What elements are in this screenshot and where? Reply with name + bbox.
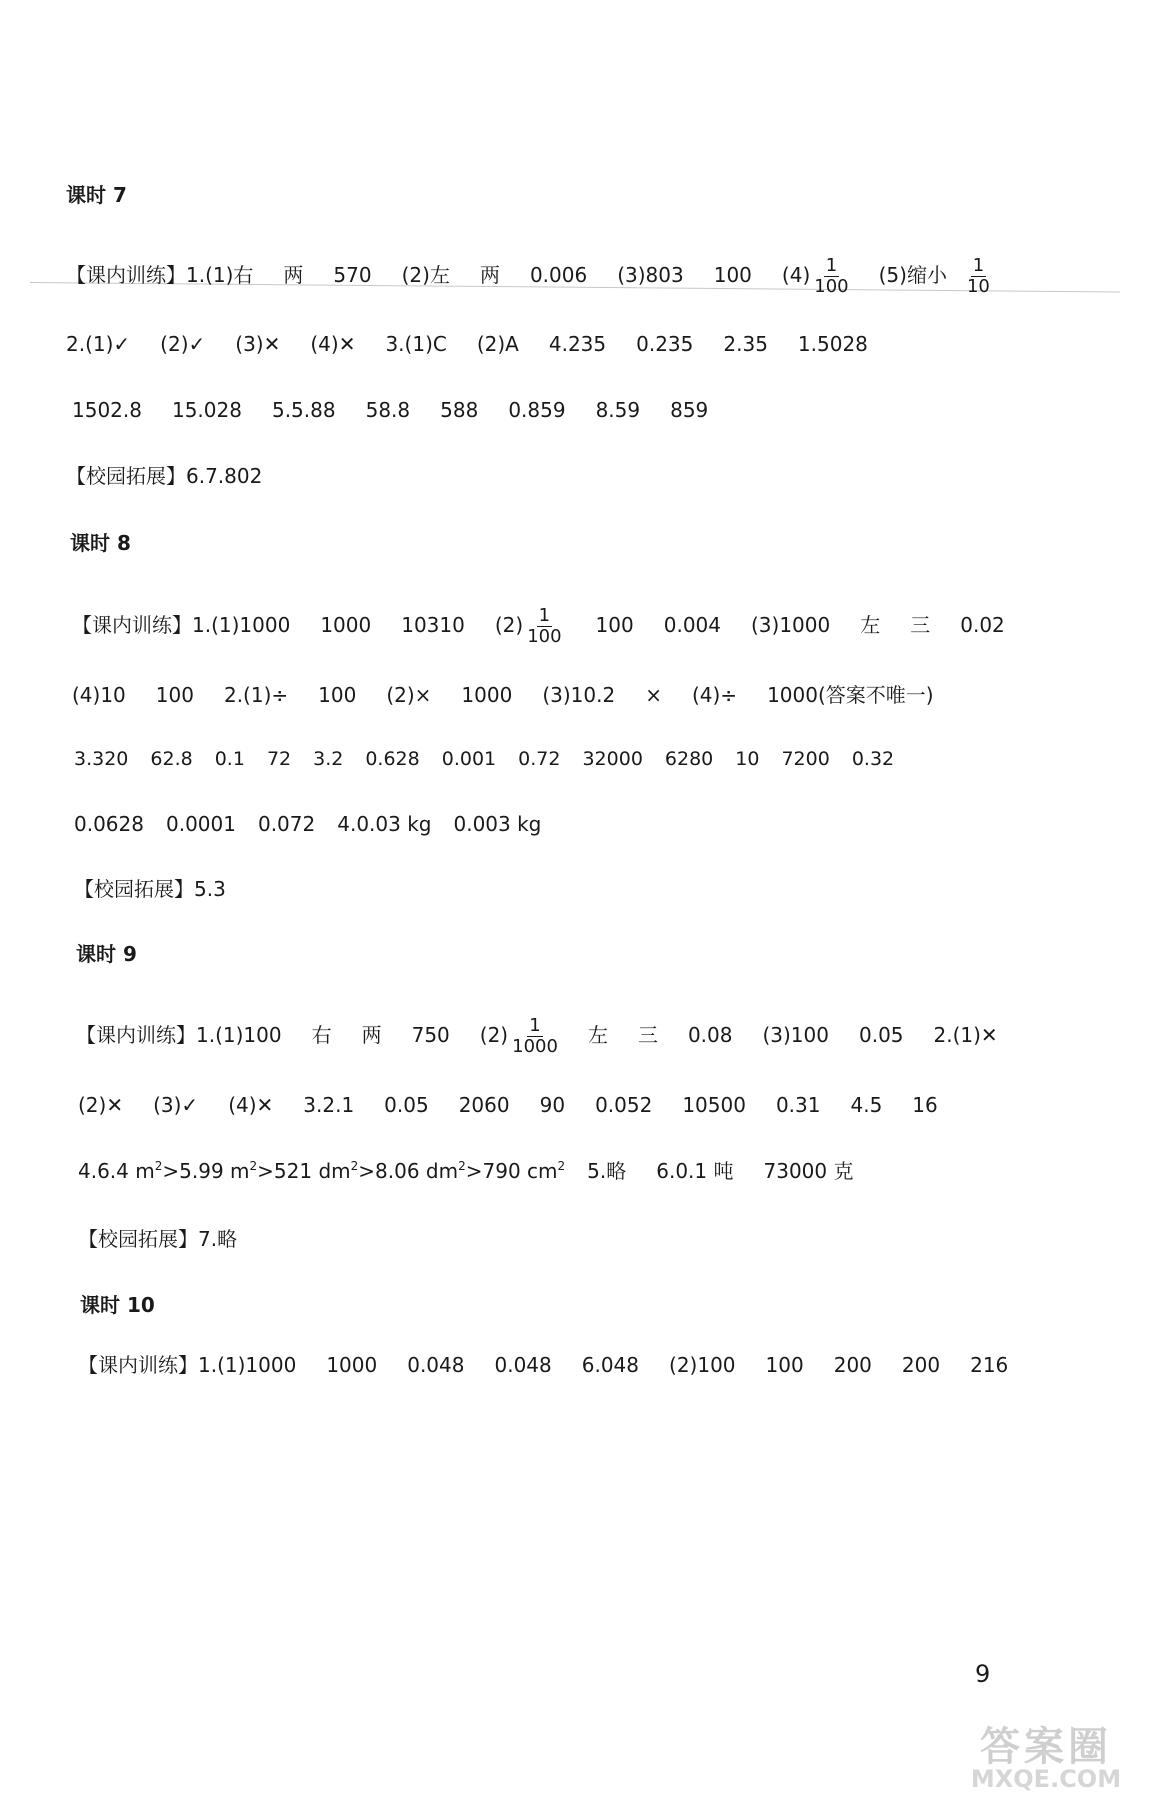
exponent: 2 (249, 1159, 258, 1173)
answer: 10500 (682, 1093, 746, 1117)
answer: (3)10.2 (542, 683, 616, 707)
answer: 2.(1)÷ (223, 683, 289, 707)
section-tag: 【校园拓展】 (66, 464, 186, 488)
answer: 0.1 (214, 748, 245, 770)
answer: 7.略 (198, 1227, 238, 1251)
answer: 1000 (461, 683, 513, 707)
answer: 2.(1)✕ (933, 1023, 998, 1047)
answer: 5.略 (587, 1159, 627, 1183)
answer: 10310 (401, 613, 465, 637)
answer: 左 (587, 1023, 608, 1047)
watermark-text: 答案圈 (980, 1723, 1112, 1770)
answer: 0.048 (407, 1353, 465, 1377)
answer-prefix: (5)缩小 (878, 263, 947, 287)
answer: 0.31 (775, 1093, 821, 1117)
answer: (4)✕ (228, 1093, 274, 1117)
answer: 0.05 (858, 1023, 904, 1047)
answer: 2.35 (723, 332, 768, 356)
answer: (2)100 (669, 1353, 736, 1377)
watermark-logo (930, 1725, 1162, 1792)
answer: 570 (333, 263, 372, 287)
section-tag: 【校园拓展】 (74, 877, 194, 901)
lesson-9-line-3 (78, 1158, 853, 1184)
area-value: >8.06 dm (358, 1159, 459, 1183)
exponent: 2 (350, 1159, 359, 1173)
answer: 1000(答案不唯一) (767, 683, 934, 707)
area-value: >790 cm (465, 1159, 558, 1183)
answer: 750 (411, 1023, 450, 1047)
watermark-url: MXQE.COM (970, 1764, 1122, 1793)
answer: 0.0001 (165, 812, 236, 836)
lesson-9-line-2 (78, 1092, 938, 1118)
answer: 16 (912, 1093, 938, 1117)
answer: 2060 (458, 1093, 510, 1117)
lesson-7-line-2 (66, 331, 898, 357)
answer: (3)✓ (153, 1093, 199, 1117)
answer: 0.08 (687, 1023, 733, 1047)
fraction-denominator: 1000 (512, 1036, 558, 1057)
answer: 1.(1)100 (196, 1023, 282, 1047)
lesson-7-line-3 (72, 397, 738, 423)
answer: 0.072 (257, 812, 316, 836)
area-comparison (78, 1159, 565, 1183)
section-tag: 【课内训练】 (66, 263, 186, 287)
answer: 两 (479, 263, 500, 287)
answer: 0.859 (508, 398, 566, 422)
fraction (967, 256, 990, 297)
answer: 3.320 (74, 748, 129, 770)
answer: 200 (833, 1353, 872, 1377)
answer: 100 (318, 683, 357, 707)
answer: 100 (155, 683, 194, 707)
section-tag: 【校园拓展】 (78, 1227, 198, 1251)
answer: 3.(1)C (385, 332, 447, 356)
area-value: 4.6.4 m (78, 1159, 155, 1183)
answer: 三 (637, 1023, 658, 1047)
lesson-9-line-1 (76, 1016, 998, 1057)
answer: 73000 克 (763, 1159, 854, 1183)
answer: 6.048 (581, 1353, 640, 1377)
answer: 1.(1)1000 (192, 613, 291, 637)
answer: 4.235 (548, 332, 607, 356)
answer: 72 (266, 748, 292, 770)
answer: 2.(1)✓ (66, 332, 131, 356)
answer: 两 (361, 1023, 382, 1047)
answer: (3)✕ (235, 332, 281, 356)
section-tag: 【课内训练】 (76, 1023, 196, 1047)
area-value: >5.99 m (162, 1159, 250, 1183)
lesson-10-heading: 课时 10 (80, 1293, 155, 1317)
answer: 3.2.1 (303, 1093, 355, 1117)
answer: 0.628 (365, 748, 420, 770)
fraction (814, 256, 848, 297)
answer: 32000 (582, 748, 643, 770)
answer: 左 (860, 613, 881, 637)
lesson-8-line-1 (72, 606, 1035, 647)
page-number: 9 (975, 1660, 991, 1688)
answer: 右 (311, 1023, 332, 1047)
answer: (2)左 (401, 263, 450, 287)
answer: 15.028 (171, 398, 242, 422)
answer: 5.3 (194, 877, 226, 901)
answer: 1.(1)右 (186, 263, 254, 287)
answer: 0.052 (595, 1093, 653, 1117)
answer: 62.8 (150, 748, 193, 770)
answer: 7200 (781, 748, 830, 770)
answer: (2)× (386, 683, 432, 707)
answer: × (645, 683, 662, 707)
lesson-10-line-1 (78, 1352, 1008, 1378)
answer: 8.59 (595, 398, 641, 422)
answer: 4.0.03 kg (337, 812, 432, 836)
section-tag: 【课内训练】 (72, 613, 192, 637)
fraction-denominator: 10 (966, 276, 990, 297)
exponent: 2 (154, 1159, 163, 1173)
answer-prefix: (4) (781, 263, 811, 287)
answer: (4)10 (72, 683, 126, 707)
lesson-8-line-4 (74, 811, 541, 837)
answer: 6.0.1 吨 (656, 1159, 734, 1183)
answer: 100 (713, 263, 752, 287)
answer: 1502.8 (72, 398, 142, 422)
fraction-numerator: 1 (825, 255, 838, 276)
lesson-7-extension (66, 463, 262, 489)
answer: 200 (901, 1353, 941, 1377)
answer-prefix: (2) (494, 613, 524, 637)
answer: 0.003 kg (453, 812, 542, 836)
answer: 0.0628 (74, 812, 144, 836)
answer: 0.048 (494, 1353, 552, 1377)
answer: 0.235 (636, 332, 694, 356)
exponent: 2 (557, 1159, 566, 1173)
lesson-8-extension (74, 876, 226, 902)
exponent: 2 (458, 1159, 466, 1173)
answer: 0.32 (851, 748, 895, 770)
answer: 三 (910, 613, 931, 637)
answer: 1000 (320, 613, 372, 637)
answer: 859 (670, 398, 709, 422)
answer: 58.8 (365, 398, 411, 422)
answer: 1000 (326, 1353, 378, 1377)
answer: 5.5.88 (271, 398, 336, 422)
answer: 0.006 (529, 263, 588, 287)
answer-prefix: (2) (479, 1023, 509, 1047)
area-value: >521 dm (257, 1159, 351, 1183)
lesson-7-heading: 课时 7 (66, 183, 127, 207)
answer: 100 (765, 1353, 804, 1377)
fraction-numerator: 1 (538, 605, 551, 626)
answer: (3)803 (617, 263, 684, 287)
fraction-numerator: 1 (529, 1015, 541, 1036)
answer: 0.05 (384, 1093, 429, 1117)
fraction (527, 606, 561, 647)
answer: 1.5028 (797, 332, 868, 356)
fraction (512, 1016, 558, 1057)
answer: 4.5 (850, 1093, 883, 1117)
lesson-8-heading: 课时 8 (70, 531, 131, 555)
fraction-denominator: 100 (814, 276, 849, 297)
answer: 0.72 (518, 748, 561, 770)
fraction-numerator: 1 (972, 255, 985, 276)
answer: 两 (283, 263, 304, 287)
answer: 90 (539, 1093, 566, 1117)
answer: (2)A (476, 332, 519, 356)
answer: (4)✕ (310, 332, 356, 356)
answer: 100 (595, 613, 634, 637)
fraction-denominator: 100 (527, 626, 562, 647)
lesson-9-heading: 课时 9 (76, 942, 137, 966)
answer: 6280 (664, 748, 714, 770)
answer: (3)1000 (751, 613, 831, 637)
answer: 3.2 (313, 748, 344, 770)
answer: 1.(1)1000 (198, 1353, 297, 1377)
answer: 10 (735, 748, 760, 770)
lesson-8-line-3 (74, 746, 894, 772)
answer: 6.7.802 (186, 464, 263, 488)
section-tag: 【课内训练】 (78, 1353, 198, 1377)
lesson-7-line-1 (66, 256, 994, 297)
answer: 216 (970, 1353, 1009, 1377)
answer: (4)÷ (691, 683, 738, 707)
answer: (3)100 (762, 1023, 829, 1047)
answer: (2)✕ (78, 1093, 124, 1117)
answer: 0.004 (663, 613, 721, 637)
answer: 0.02 (960, 613, 1005, 637)
lesson-9-extension (78, 1226, 237, 1252)
answer: (2)✓ (160, 332, 206, 356)
answer: 0.001 (441, 748, 497, 770)
lesson-8-line-2 (72, 682, 964, 708)
answer: 588 (440, 398, 479, 422)
